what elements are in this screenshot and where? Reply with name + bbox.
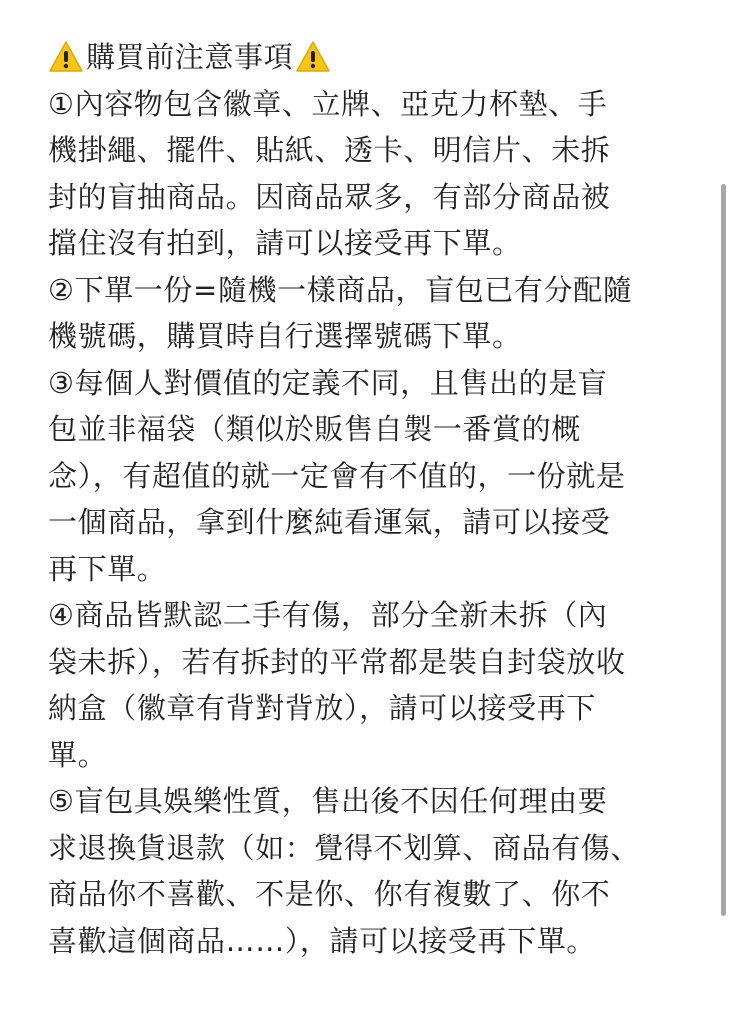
notice-line: 納盒（徽章有背對背放），請可以接受再下: [48, 691, 596, 725]
notice-line: 擋住沒有拍到，請可以接受再下單。: [48, 226, 522, 260]
warning-icon: [48, 39, 84, 75]
notice-line: ①內容物包含徽章、立牌、亞克力杯墊、手: [48, 86, 608, 121]
notice-line: 求退換貨退款（如：覺得不划算、商品有傷、: [48, 830, 641, 865]
notice-line: 商品你不喜歡、不是你、你有複數了、你不: [48, 877, 611, 911]
notice-title-row: [48, 34, 696, 81]
notice-line: 一個商品，拿到什麼純看運氣，請可以接受: [48, 505, 611, 539]
notice-line: 包並非福袋（類似於販售自製一番賞的概: [48, 412, 581, 446]
notice-line: 機掛繩、擺件、貼紙、透卡、明信片、未拆: [48, 133, 611, 167]
warning-icon: [295, 39, 331, 75]
notice-line: 喜歡這個商品……），請可以接受再下單。: [48, 923, 596, 958]
notice-text: [48, 34, 696, 964]
notice-line: ②下單一份=隨機一樣商品，盲包已有分配隨: [48, 272, 633, 307]
notice-line: ④商品皆默認二手有傷，部分全新未拆（內: [48, 598, 608, 632]
notice-line: 機號碼，購買時自行選擇號碼下單。: [48, 319, 522, 353]
notice-line: ③每個人對價值的定義不同，且售出的是盲: [48, 365, 608, 400]
notice-title: 購買前注意事項: [86, 40, 294, 74]
scrollbar[interactable]: [721, 184, 726, 916]
notice-line: 封的盲抽商品。因商品眾多，有部分商品被: [48, 179, 611, 214]
notice-line: 袋未拆），若有拆封的平常都是裝自封袋放收: [48, 644, 626, 679]
notice-line: ⑤盲包具娛樂性質，售出後不因任何理由要: [48, 784, 608, 818]
notice-line: 再下單。: [48, 551, 167, 586]
notice-line: 單。: [48, 737, 108, 772]
notice-line: 念），有超值的就一定會有不值的，一份就是: [48, 458, 626, 493]
